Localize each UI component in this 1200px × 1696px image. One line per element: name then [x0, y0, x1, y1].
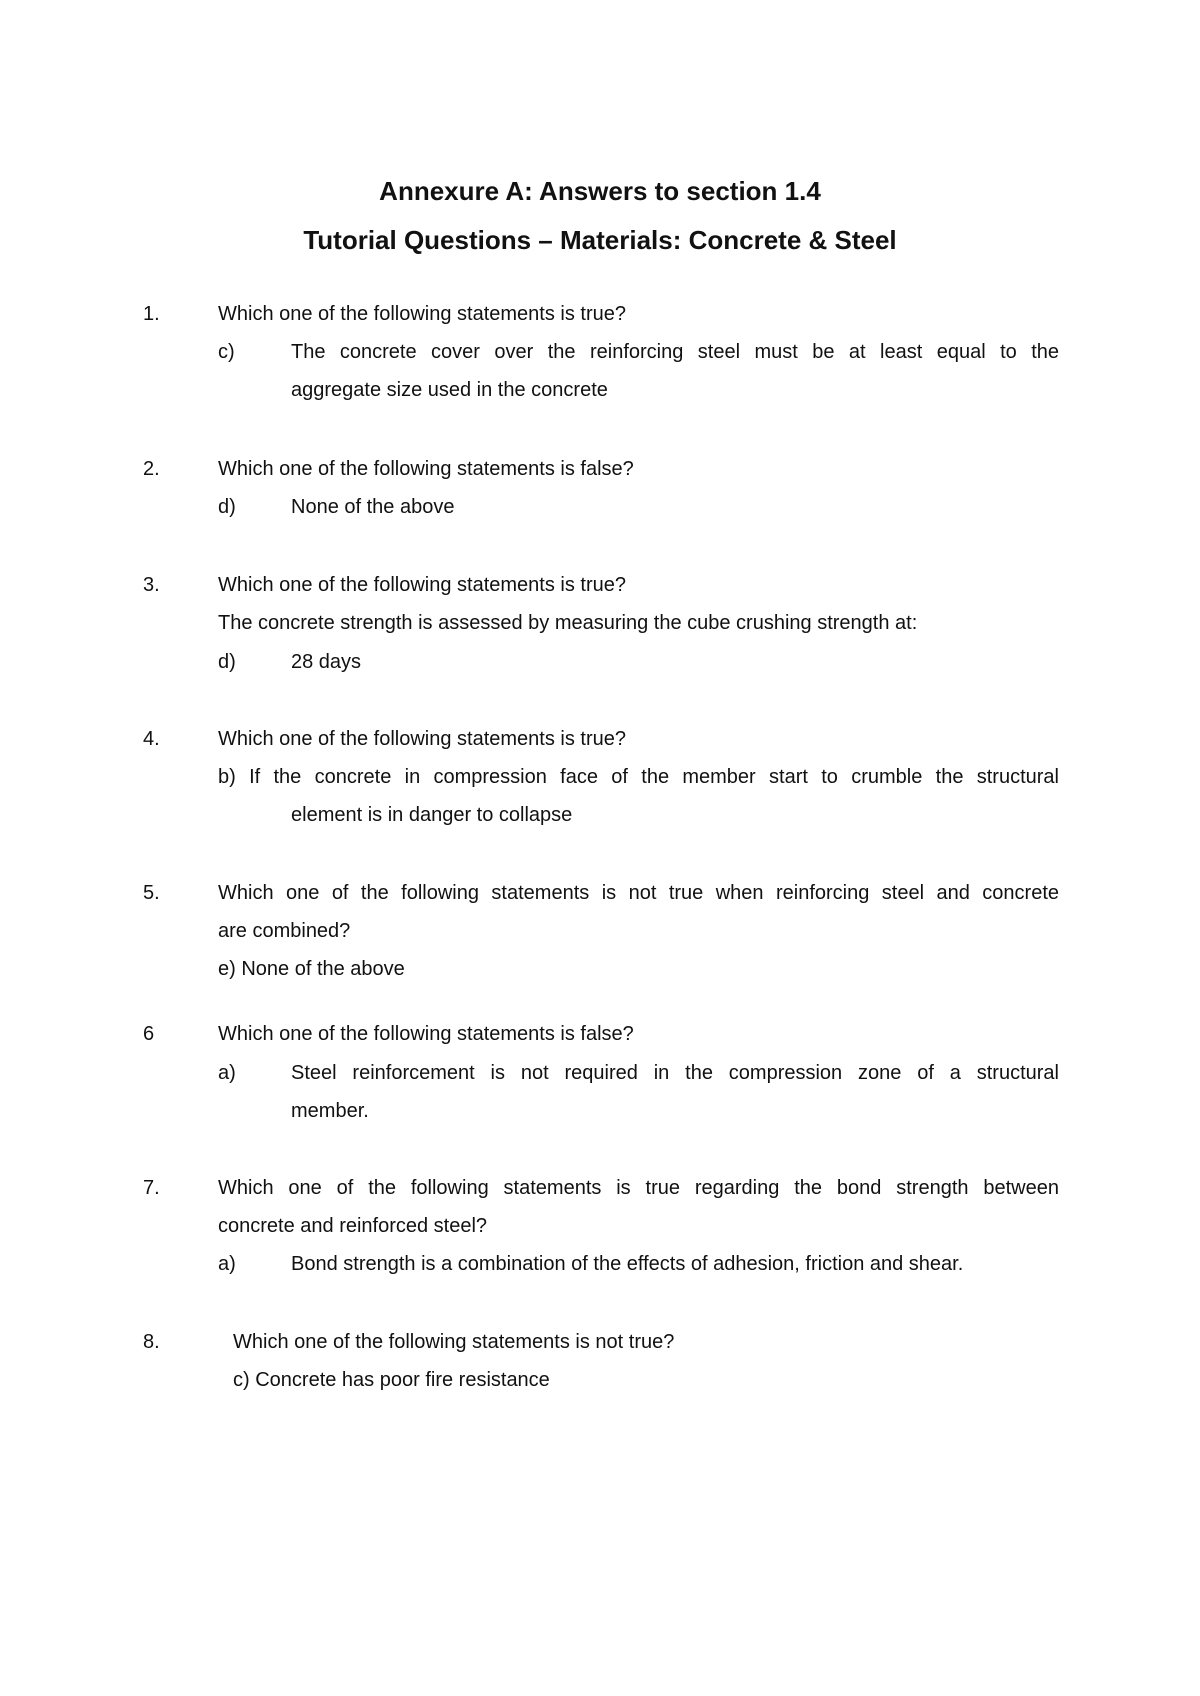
- question-text: Which one of the following statements is true?: [218, 728, 626, 750]
- question-number: 2.: [143, 458, 160, 480]
- question-number: 6: [143, 1023, 155, 1045]
- answer-option-letter: c): [218, 341, 235, 363]
- answer-text: b) If the concrete in compression face of the member start to crumble the structural: [218, 766, 1059, 788]
- answer-text-continued: aggregate size used in the concrete: [291, 379, 608, 401]
- answer-text: 28 days: [291, 651, 362, 673]
- question-number: 3.: [143, 574, 160, 596]
- question-text-continued: are combined?: [218, 920, 351, 942]
- question-text: Which one of the following statements is false?: [218, 1023, 634, 1045]
- question-text: Which one of the following statements is not true?: [233, 1331, 675, 1353]
- answer-text: The concrete cover over the reinforcing steel must be at least equal to the: [291, 341, 1059, 363]
- answer-text-continued: member.: [291, 1100, 369, 1122]
- question-text: Which one of the following statements is true?: [218, 574, 626, 596]
- answer-text: Steel reinforcement is not required in the compression zone of a structural: [291, 1062, 1059, 1084]
- answer-text: c) Concrete has poor fire resistance: [233, 1369, 550, 1391]
- answer-option-letter: a): [218, 1253, 236, 1275]
- question-number: 7.: [143, 1177, 160, 1199]
- answer-option-letter: d): [218, 651, 236, 673]
- answer-text-continued: element is in danger to collapse: [291, 804, 573, 826]
- answer-option-letter: a): [218, 1062, 236, 1084]
- question-number: 1.: [143, 303, 160, 325]
- question-number: 8.: [143, 1331, 160, 1353]
- question-text: Which one of the following statements is true regarding the bond strength between: [218, 1177, 1059, 1199]
- page-subtitle: Tutorial Questions – Materials: Concrete & Steel: [303, 225, 897, 255]
- page-title: Annexure A: Answers to section 1.4: [379, 176, 821, 206]
- question-number: 5.: [143, 882, 160, 904]
- question-text: Which one of the following statements is false?: [218, 458, 634, 480]
- question-number: 4.: [143, 728, 160, 750]
- answer-text: e) None of the above: [218, 958, 405, 980]
- answer-text: Bond strength is a combination of the effects of adhesion, friction and shear.: [291, 1253, 964, 1275]
- answer-option-letter: d): [218, 496, 236, 518]
- question-text: Which one of the following statements is not true when reinforcing steel and concrete: [218, 882, 1059, 904]
- question-text: Which one of the following statements is true?: [218, 303, 626, 325]
- question-text-continued: concrete and reinforced steel?: [218, 1215, 488, 1237]
- question-text-continued: The concrete strength is assessed by measuring the cube crushing strength at:: [218, 612, 918, 634]
- answer-text: None of the above: [291, 496, 455, 518]
